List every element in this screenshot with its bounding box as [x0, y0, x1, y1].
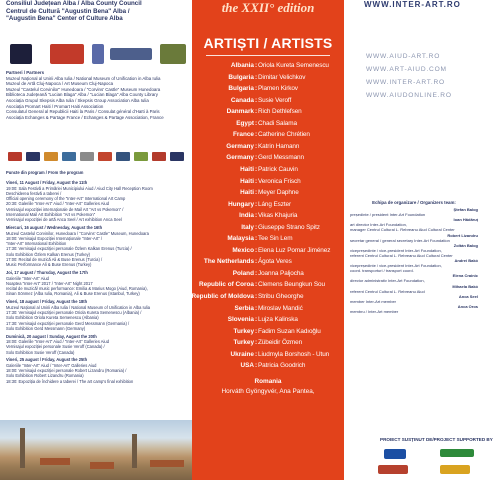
- artist-row: [192, 164, 344, 175]
- country-separator: :: [255, 362, 258, 370]
- team-member-role: secretar general / general secretary Inter-Art Foundation: [350, 237, 450, 243]
- team-member-name: Elena Crainic: [452, 273, 478, 279]
- country-separator: :: [255, 223, 258, 231]
- partner-line: Asociația Echanges & Partage France / Echanges & Partage Association, France: [6, 114, 164, 120]
- artist-name: Tee Sin Lem: [258, 235, 293, 243]
- program-line: Galeriile "Inter-Art" Aiud: [6, 275, 49, 281]
- program-line: Deschiderea festivă a taberei /: [6, 190, 62, 196]
- country-separator: :: [255, 189, 258, 197]
- artist-country: USA: [240, 362, 254, 370]
- website-link[interactable]: WWW.AIUDONLINE.RO: [366, 92, 452, 99]
- artist-country: Republic of Coroa: [198, 281, 254, 289]
- country-separator: :: [255, 73, 258, 81]
- partner-line: Muzeul "Castelul Corvinilor" Hunedoara / "Corvins' Castle" Museum Hunedoara: [6, 86, 161, 92]
- program-line: Solo Exhibition Gerd Messmann (Germany): [6, 325, 86, 331]
- team-member-role: vicepreședinte / vice-president Inter-Art Foundation,: [350, 247, 442, 253]
- artist-row: [192, 199, 344, 210]
- artist-name: Fadim Suzan Kadıoğlu: [258, 327, 321, 335]
- program-heading: Puncte din program / From the program: [6, 170, 84, 175]
- team-member-role: director administrativ Inter-Art Foundation,: [350, 278, 425, 284]
- team-member-role: referent Centrul Cultural L. Rebreanu Aiud Cultural Center: [350, 252, 453, 258]
- website-link[interactable]: WWW.INTER-ART.RO: [366, 79, 445, 86]
- country-separator: :: [255, 327, 258, 335]
- small-logo: [116, 152, 130, 161]
- website-link[interactable]: WWW.AIUD-ART.RO: [366, 53, 441, 60]
- small-logo: [152, 152, 166, 161]
- partner-line: Biblioteca Județeană "Lucian Blaga" Alba / "Lucian Blaga" Alba County Library: [6, 92, 158, 98]
- artist-row: [192, 326, 344, 337]
- team-member-role: referent Centrul Cultural L. Rebreanu Aiud: [350, 288, 425, 294]
- program-line: Solo Exhibition Özlem Kalkan Erenus (Turkey): [6, 251, 91, 257]
- artist-country: Bulgaria: [228, 73, 254, 81]
- country-separator: :: [255, 269, 258, 277]
- program-line: Muzeul Castelul Corvinilor, Hunedoara / "Corvins' Castle" Museum, Hunedoara: [6, 230, 149, 236]
- program-entry: [6, 270, 192, 296]
- right-column: [344, 0, 493, 480]
- program-line: 18:30: Expoziția de închidere a taberei / The art camp's final exhibition: [6, 378, 134, 384]
- program-line: 18:00: Vernisajul Expoziției Internaționale "Inter-Art" /: [6, 235, 102, 241]
- country-separator: :: [255, 350, 258, 358]
- team-member-role: membru / Inter-Art member: [350, 308, 399, 314]
- artist-row: [192, 233, 344, 244]
- country-separator: :: [255, 304, 258, 312]
- country-separator: :: [255, 316, 258, 324]
- program-line: 17:30: Vernisajul expoziției personale Özlem Kalkan Erenus (Turcia) /: [6, 246, 132, 252]
- sponsor-logo: [440, 465, 470, 474]
- program-line: 17:30: Vernisajul expoziției personale Oriola Kureta Semenescu (Albania) /: [6, 309, 142, 315]
- romania-artists: Horváth Gyöngyvér, Ana Pantea,: [221, 387, 315, 395]
- partner-line: Consulatul General al Republicii Haiti la Paris / Consulat général d'Haïti à Paris: [6, 109, 160, 115]
- program-line: Galeriile "Inter-Art" Aiud / "Inter-Art" Galleries Aiud: [6, 362, 97, 368]
- organizer-line: Centrul de Cultură "Augustin Bena" Alba /: [6, 7, 130, 15]
- rooftop: [40, 458, 70, 465]
- church-spire: [132, 434, 137, 468]
- small-logo: [98, 152, 112, 161]
- country-separator: :: [255, 165, 258, 173]
- support-heading: PROIECT SUSȚINUT DE/PROJECT SUPPORTED BY: [380, 437, 493, 442]
- artist-country: Italy: [241, 223, 254, 231]
- program-line: International Mail Art Exhibition "Art vs Pokemon": [6, 212, 96, 218]
- website-header[interactable]: WWW.INTER-ART.RO: [364, 0, 461, 9]
- artist-row: [192, 95, 344, 106]
- team-member-name: Robert Lizandru: [447, 232, 478, 238]
- program-date: Vineri, 11 August / Friday, August the 11th: [6, 180, 88, 186]
- artist-country: Republic of Moldova: [191, 293, 254, 300]
- artist-row: [192, 129, 344, 140]
- artist-row: [192, 279, 344, 290]
- program-section: [6, 170, 192, 387]
- artist-row: [192, 268, 344, 279]
- country-separator: :: [255, 154, 258, 162]
- team-member-name: Andrei Bakó: [454, 258, 478, 264]
- artist-country: Albania: [230, 62, 254, 69]
- country-separator: :: [255, 200, 258, 208]
- program-line: Noaptea "Inter-Art" 2017 / "Inter-Art" Night 2017: [6, 280, 93, 286]
- artist-country: Canada: [230, 96, 254, 104]
- partner-line: Asociația Grupul Skepsis Alba Iulia / Skepsis Group Association Alba Iulia: [6, 97, 149, 103]
- team-member-name: Anca Oros: [457, 303, 478, 309]
- artist-name: Chadi Salama: [258, 119, 297, 127]
- museum-logo: [160, 44, 186, 64]
- artist-country: Danmark: [226, 108, 254, 116]
- country-separator: :: [255, 177, 258, 185]
- organizer-line: "Augustin Bena" Center of Culture Alba: [6, 15, 123, 23]
- small-logo: [80, 152, 94, 161]
- artist-name: Catherine Chrétien: [258, 131, 310, 139]
- artist-row: [192, 222, 344, 233]
- program-line: Vernisajul expoziției personale Susie Veroff (Canada) /: [6, 344, 105, 350]
- artist-name: Katrin Hamann: [258, 142, 300, 150]
- country-separator: :: [255, 62, 258, 69]
- artist-name: Miroslav Mandić: [258, 304, 303, 312]
- websites-list: [366, 50, 452, 102]
- left-column: [0, 0, 192, 480]
- artist-name: Zübeidir Özmen: [258, 339, 303, 347]
- organizer-block: [6, 0, 142, 23]
- city-photo: [0, 420, 192, 480]
- program-line: Solo Exhibition Robert Lizandru (Romania): [6, 373, 84, 379]
- brewopen-logo: [378, 465, 408, 474]
- coat-of-arms-logo: [92, 44, 104, 64]
- organizers-team: [350, 200, 478, 314]
- artist-name: Rich Dethlefsen: [258, 108, 302, 116]
- website-link[interactable]: WWW.ART-AIUD.COM: [366, 66, 447, 73]
- country-separator: :: [255, 96, 258, 104]
- organizer-line: Consiliul Județean Alba / Alba County Council: [6, 0, 142, 7]
- artist-name: Joanna Paljocha: [258, 269, 304, 277]
- country-separator: :: [255, 235, 258, 243]
- country-separator: :: [255, 212, 258, 220]
- artist-country: Germany: [226, 142, 254, 150]
- country-separator: :: [255, 246, 258, 254]
- artist-name: Elena Luz Pomar Jiménez: [258, 246, 331, 254]
- country-separator: :: [255, 142, 258, 150]
- artist-country: Ukraine: [230, 350, 254, 358]
- artist-name: Stribu Gheorghe: [258, 293, 304, 300]
- small-logo: [170, 152, 184, 161]
- program-date: Joi, 17 august / Thursday, August the 17th: [6, 270, 88, 276]
- artist-country: Slovenia: [227, 316, 254, 324]
- artist-country: Serbia: [234, 304, 254, 312]
- artist-row: [192, 141, 344, 152]
- romania-heading: Romania: [254, 377, 282, 385]
- rooftop: [150, 460, 184, 467]
- artist-country: Malaysia: [227, 235, 254, 243]
- institutul-cultural-roman-logo: [50, 44, 84, 64]
- program-date: Duminică, 20 august / Sunday, August the 20th: [6, 333, 97, 339]
- program-line: Muzeul Național al Unirii Alba Iulia / National Museum of Unification in Alba Iulia: [6, 304, 151, 310]
- country-separator: :: [255, 131, 258, 139]
- ministry-logo: [110, 48, 152, 60]
- program-line: 18:00: Vernisajul expoziției personale Robert Lizandru (Romania) /: [6, 368, 127, 374]
- artist-row: [192, 152, 344, 163]
- program-entry: [6, 357, 192, 383]
- country-separator: :: [255, 85, 258, 93]
- small-logo: [62, 152, 76, 161]
- program-line: 19:00: Sala Festivă a Primăriei Municipiului Aiud / Aiud City Hall Reception Room: [6, 185, 153, 191]
- artist-row: [192, 360, 344, 371]
- small-logo: [8, 152, 22, 161]
- artist-name: Ágota Veres: [258, 258, 292, 266]
- artist-row: [192, 60, 344, 71]
- team-member-name: Ioan Hădăruț: [453, 217, 478, 223]
- artist-row: [192, 337, 344, 348]
- team-member-name: Zoltán Balog: [453, 242, 478, 248]
- program-date: Vineri, 18 august / Friday, August the 18th: [6, 299, 88, 305]
- team-member-role: vicepreședinte / vice-president Inter-Art Foundation,: [350, 263, 442, 269]
- team-member-role: președinte / president Inter-Art Foundation: [350, 212, 426, 218]
- program-date: Miercuri, 16 august / Wednesday, August the 16th: [6, 225, 103, 231]
- team-member-name: Mihaela Bakó: [452, 283, 478, 289]
- edition-title: the XXII° edition: [221, 0, 315, 15]
- artist-name: Clemens Beungkun Sou: [258, 281, 325, 289]
- program-date: Vineri, 25 august / Friday, August the 25th: [6, 357, 88, 363]
- partners-heading: Partneri / Partners: [6, 70, 45, 75]
- artist-name: Meyer Daphne: [258, 189, 299, 197]
- artist-country: Poland: [232, 269, 254, 277]
- small-logo: [26, 152, 40, 161]
- artist-country: Egypt: [236, 119, 254, 127]
- program-line: Official opening ceremony of the "Inter-Art" International Art Camp: [6, 196, 126, 202]
- program-line: Solo Exhibition Susie Veroff (Canada): [6, 349, 75, 355]
- program-line: Vernisajul expoziției de artă Anca Seel / Art exhibition Anca Seel: [6, 217, 122, 223]
- partner-line: Asociația Promart Haiti / Promart Haiti Association: [6, 103, 104, 109]
- support-logos: [354, 447, 478, 477]
- artist-country: Haiti: [240, 165, 254, 173]
- country-separator: :: [255, 293, 258, 300]
- ar-brand-logo: [10, 44, 32, 64]
- dhs-logo: [384, 449, 406, 459]
- artist-country: Turkey: [233, 339, 254, 347]
- team-member-role: member Inter-Art member: [350, 298, 397, 304]
- program-entry: [6, 180, 192, 222]
- artist-country: Turkey: [233, 327, 254, 335]
- artist-country: The Netherlands: [203, 258, 254, 266]
- program-entry: [6, 225, 192, 267]
- artist-row: [192, 72, 344, 83]
- artist-name: Plamen Kirkov: [258, 85, 298, 93]
- artist-country: Hungary: [228, 200, 254, 208]
- program-entry: [6, 299, 192, 331]
- artist-row: [192, 187, 344, 198]
- small-logo: [44, 152, 58, 161]
- artist-country: Haiti: [240, 189, 254, 197]
- program-entry: [6, 334, 192, 355]
- program-line: 18:00: Galeriile "Inter-Art" Aiud / "Inter-Art" Galleries Aiud: [6, 338, 109, 344]
- team-member-role: coord. transporturi / transport coord.: [350, 268, 414, 274]
- artist-row: [192, 118, 344, 129]
- artist-country: Haiti: [240, 177, 254, 185]
- artist-row: [192, 291, 344, 302]
- artist-name: Liudmyla Borshosh - Utun: [258, 350, 330, 358]
- artist-row: [192, 83, 344, 94]
- program-line: 17:00: Recital de muzică Ali & Buse Erenus (Turcia) /: [6, 257, 103, 263]
- partners-list: [6, 70, 190, 120]
- program-line: "Inter-Art" International Exhibition: [6, 241, 67, 247]
- program-line: recital de muzică/ music performance: Emilia & Marius Mogo (Aiud, Romania),: [6, 286, 148, 292]
- team-member-name: Ștefan Balog: [453, 207, 478, 213]
- church-spire: [20, 428, 25, 468]
- artist-name: Láng Eszter: [258, 200, 292, 208]
- artist-row: [192, 314, 344, 325]
- artist-name: Vikas Khajuria: [258, 212, 298, 220]
- program-line: Solo Exhibition Oriola Kureta Semenescu (Albania): [6, 315, 99, 321]
- small-logo: [134, 152, 148, 161]
- artist-country: France: [233, 131, 254, 139]
- artist-name: Susie Veroff: [258, 96, 292, 104]
- artist-row: [192, 245, 344, 256]
- artist-country: Mexico: [232, 246, 254, 254]
- program-line: 20:30: Galeriile "Inter-Art" Aiud / "Inter-Art" Galleries Aiud: [6, 201, 109, 207]
- team-member-role: art director Inter-Art Foundation,: [350, 222, 407, 228]
- program-line: Music Performance Ali & Buse Erenus (Turkey): [6, 262, 92, 268]
- country-separator: :: [255, 339, 258, 347]
- artist-row: [192, 256, 344, 267]
- program-line: Vernisajul expoziției internaționale de Mail Art "Art vs Pokemon" /: [6, 206, 124, 212]
- artist-name: Oriola Kureta Semenescu: [258, 62, 329, 69]
- title-divider: [206, 55, 330, 56]
- artist-name: Lujza Kalinska: [258, 316, 298, 324]
- artist-country: Bulgaria: [228, 85, 254, 93]
- artist-country: India: [239, 212, 254, 220]
- country-separator: :: [255, 119, 258, 127]
- partner-line: Muzeul Național al Unirii Alba Iulia / National Museum of Unification in Alba Iulia: [6, 75, 161, 81]
- country-separator: :: [255, 108, 258, 116]
- artist-row: [192, 106, 344, 117]
- country-separator: :: [255, 281, 258, 289]
- artist-row: [192, 303, 344, 314]
- logo-row: [10, 44, 190, 66]
- artist-row: [192, 210, 344, 221]
- artist-name: Dimitar Velichkov: [258, 73, 306, 81]
- country-separator: :: [255, 258, 258, 266]
- artist-name: Giuseppe Strano Spitz: [258, 223, 320, 231]
- artist-name: Veronica Frisch: [258, 177, 301, 185]
- team-heading: Echipa de organizare / Organizers team:: [372, 200, 456, 205]
- team-member-role: manager Centrul Cultural L. Rebreanu Aiud Cultural Center: [350, 227, 455, 233]
- program-line: 17:30: Vernisajul expoziției personale Gerd Messmann (Germania) /: [6, 320, 130, 326]
- artist-row: [192, 349, 344, 360]
- artist-name: Gerd Messmann: [258, 154, 304, 162]
- artist-country: Germany: [226, 154, 254, 162]
- artist-row: [192, 176, 344, 187]
- rooftop: [90, 462, 114, 469]
- small-logo-row: [8, 152, 188, 162]
- artists-title: ARTIȘTI / ARTISTS: [203, 35, 333, 51]
- artist-name: Patricia Goodrich: [258, 362, 306, 370]
- artist-name: Patrick Cauvin: [258, 165, 298, 173]
- artists-column: [192, 0, 344, 480]
- terrapark-logo: [440, 449, 474, 457]
- program-line: Sinan Sönmez (Alba Iulia, Romania), Ali & Buse Erenus (Istanbul, Turkey): [6, 291, 140, 297]
- team-member-name: Anca Seel: [458, 293, 478, 299]
- partner-line: Muzeul de Artă Cluj-Napoca / Art Museum Cluj-Napoca: [6, 81, 114, 87]
